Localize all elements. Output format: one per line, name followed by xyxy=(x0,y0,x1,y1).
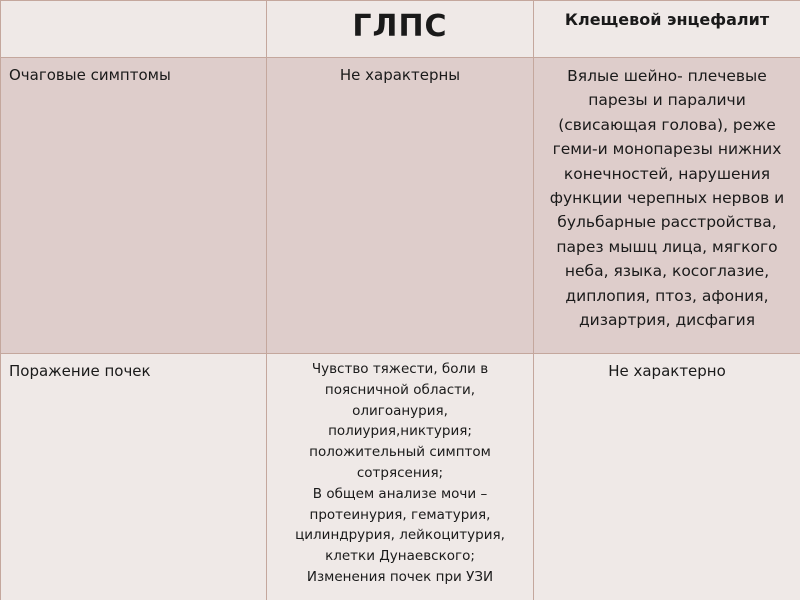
glps-kidney-text xyxy=(267,354,533,588)
table-row xyxy=(1,58,800,354)
tbe-focal-text xyxy=(534,58,800,332)
text-line: неба, языка, косоглазие, xyxy=(564,262,770,281)
row-label-kidney: Поражение почек xyxy=(9,362,151,380)
header-row xyxy=(1,1,800,58)
text-line: дизартрия, дисфагия xyxy=(578,311,756,330)
text-line: Вялые шейно- плечевые xyxy=(567,67,767,85)
tbe-kidney-cell xyxy=(534,354,800,600)
table-row xyxy=(1,354,800,600)
text-line: сотрясения; xyxy=(356,464,444,481)
header-glps xyxy=(267,1,534,58)
text-line: Изменения почек при УЗИ xyxy=(306,568,494,585)
row-label-cell xyxy=(1,354,267,600)
tbe-focal-cell xyxy=(534,58,800,354)
glps-focal-cell xyxy=(267,58,534,354)
text-line: функции черепных нервов и xyxy=(549,189,785,208)
text-line: протеинурия, гематурия, xyxy=(309,506,491,523)
text-line: парез мышц лица, мягкого xyxy=(556,237,778,256)
text-line: В общем анализе мочи – xyxy=(312,485,488,502)
text-line: бульбарные расстройства, xyxy=(557,213,777,232)
text-line: полиурия,никтурия; xyxy=(328,423,472,440)
tbe-kidney-text: Не характерно xyxy=(608,362,726,380)
text-line: клетки Дунаевского; xyxy=(325,548,475,565)
text-line: олигоанурия, xyxy=(352,402,448,419)
row-label-cell xyxy=(1,58,267,354)
text-line: Чувство тяжести, боли в xyxy=(311,361,489,377)
glps-kidney-cell xyxy=(267,354,534,600)
row-label-focal: Очаговые симптомы xyxy=(9,66,171,84)
header-glps-label: ГЛПС xyxy=(352,9,448,44)
text-line: диплопия, птоз, афония, xyxy=(565,286,769,305)
header-tbe-label: Клещевой энцефалит xyxy=(564,10,770,29)
header-tbe xyxy=(534,1,800,58)
text-line: (свисающая голова), реже xyxy=(558,115,776,134)
text-line: поясничной области, xyxy=(324,381,476,398)
glps-focal-text: Не характерны xyxy=(339,66,461,84)
text-line: цилиндрурия, лейкоцитурия, xyxy=(295,527,505,544)
header-empty-cell xyxy=(1,1,267,58)
text-line: парезы и параличи xyxy=(588,91,746,110)
text-line: конечностей, нарушения xyxy=(563,164,771,183)
text-line: положительный симптом xyxy=(309,444,491,461)
text-line: геми-и монопарезы нижних xyxy=(552,140,782,159)
